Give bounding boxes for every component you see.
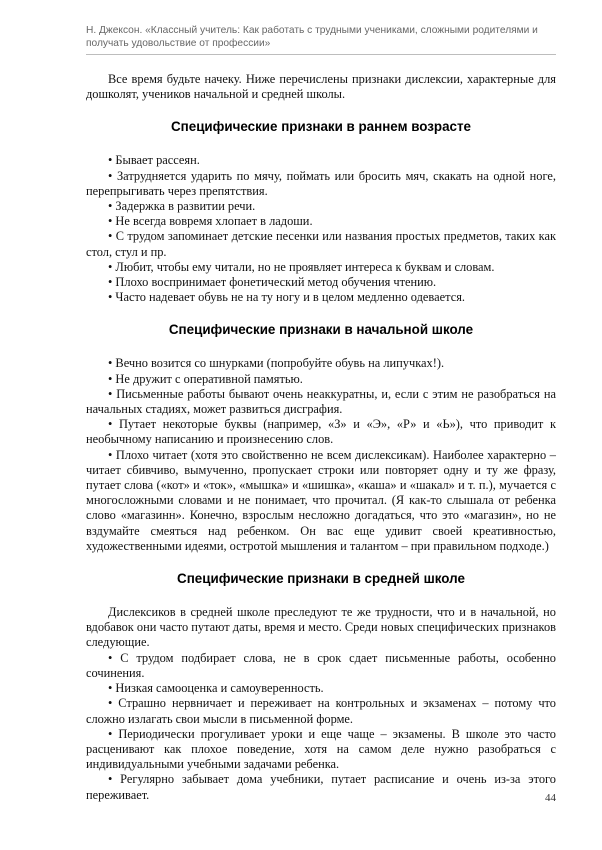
- list-item: • Плохо читает (хотя это свойственно не всем дислексикам). Наиболее характерно – читает сбивчиво, вымученно, пропускает строки или повторяет одну и ту же фразу, путает слова («кот» и «ток», «мышка» и «шишка», «каша» и «шакал» и т. п.), мучается с многосложными словами и не понимает, что прочитал. (Я как-то слышала от ребенка слово «магазинн». Конечно, взрослым несложно догадаться, что это «магазин», но не вздумайте смеяться над ребенком. Он вас еще удивит своей креативностью, художественными идеями, остротой мышления и талантом – при правильном подходе.): [86, 447, 556, 553]
- list-item: • Плохо воспринимает фонетический метод обучения чтению.: [108, 275, 437, 290]
- list-item: • Затрудняется ударить по мячу, поймать или бросить мяч, скакать на одной ноге, перепрыгивать через препятствия.: [86, 168, 556, 198]
- list-item: • С трудом запоминает детские песенки или названия простых предметов, таких как стол, стул и пр.: [86, 229, 556, 259]
- list-item: • Периодически прогуливает уроки и еще чаще – экзамены. В школе это часто расценивают как плохое поведение, хотя на самом деле нужно разобраться с индивидуальными учебными задачами ребенка.: [86, 726, 556, 772]
- list-item: • Задержка в развитии речи.: [108, 199, 256, 214]
- list-item: • Не всегда вовремя хлопает в ладоши.: [108, 214, 313, 229]
- list-item: • С трудом подбирает слова, не в срок сдает письменные работы, особенно сочинения.: [86, 650, 556, 680]
- list-item: • Низкая самооценка и самоуверенность.: [108, 681, 324, 696]
- list-item: • Письменные работы бывают очень неаккуратны, и, если с этим не разобраться на начальных стадиях, может развиться дисграфия.: [86, 386, 556, 417]
- section-intro-paragraph: Дислексиков в средней школе преследуют те же трудности, что и в начальной, но вдобавок они часто путают даты, время и место. Среди новых специфических признаков следующие.: [86, 605, 556, 650]
- section-title-secondary-school: Специфические признаки в средней школе: [177, 571, 465, 587]
- page-number: 44: [545, 792, 556, 804]
- header-divider: [86, 54, 556, 55]
- list-item: • Не дружит с оперативной памятью.: [108, 371, 303, 386]
- list-item: • Часто надевает обувь не на ту ногу и в целом медленно одевается.: [108, 290, 465, 305]
- list-item: • Бывает рассеян.: [108, 153, 200, 168]
- list-item: • Вечно возится со шнурками (попробуйте обувь на липучках!).: [108, 356, 445, 371]
- section-title-primary-school: Специфические признаки в начальной школе: [168, 322, 474, 338]
- page-body: [86, 72, 556, 803]
- running-head: Н. Джексон. «Классный учитель: Как работать с трудными учениками, сложными родителями и получать удовольствие от профессии»: [86, 25, 538, 49]
- list-item: • Путает некоторые буквы (например, «З» и «Э», «Р» и «Ь»), что приводит к необычному написанию и произнесению слов.: [86, 417, 556, 447]
- list-item: • Регулярно забывает дома учебники, путает расписание и очень из-за этого переживает.: [86, 772, 556, 802]
- section-title-early-age: Специфические признаки в раннем возрасте: [170, 119, 471, 135]
- intro-paragraph: Все время будьте начеку. Ниже перечислены признаки дислексии, характерные для дошколят, учеников начальной и средней школы.: [86, 72, 556, 102]
- list-item: • Страшно нервничает и переживает на контрольных и экзаменах – потому что сложно излагать свои мысли в письменной форме.: [86, 696, 556, 726]
- list-item: • Любит, чтобы ему читали, но не проявляет интереса к буквам и словам.: [108, 259, 495, 274]
